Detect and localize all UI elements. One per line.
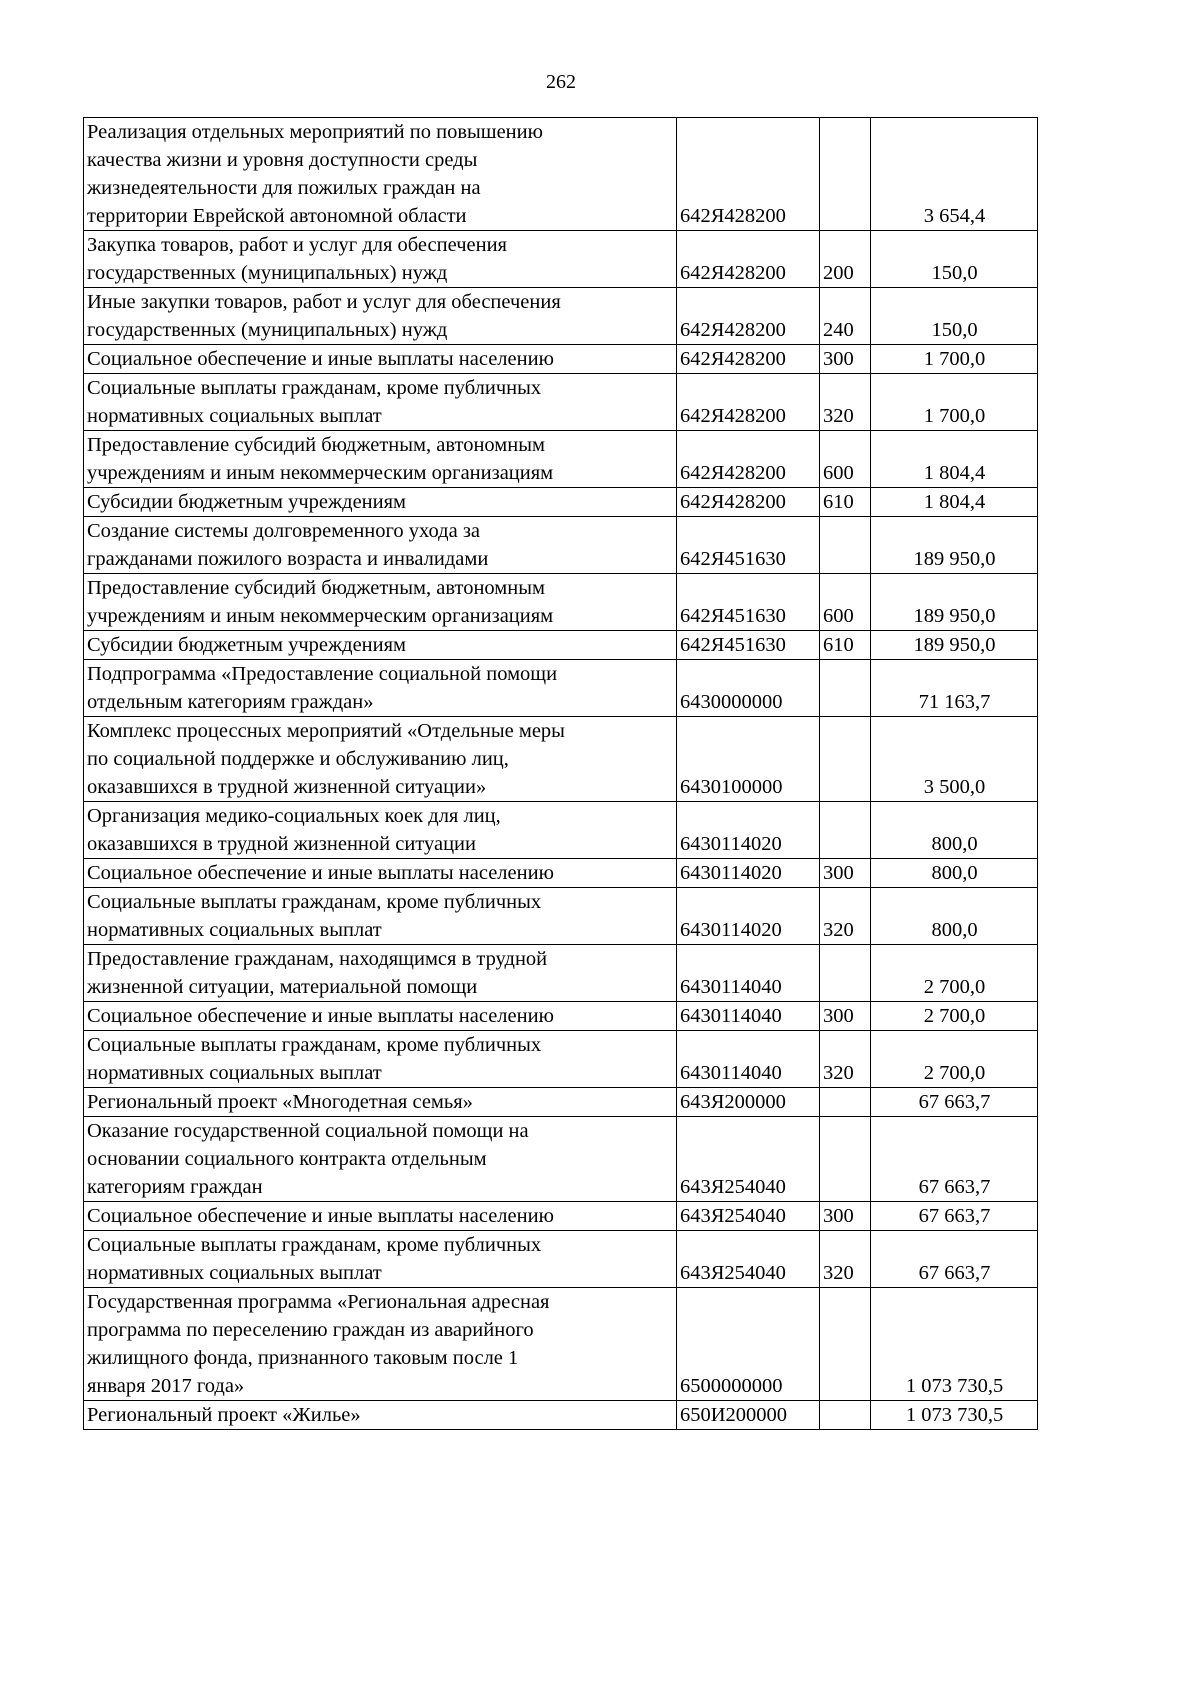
row-type-cell	[820, 1288, 871, 1401]
row-name-cell: Государственная программа «Региональная адресная программа по переселению граждан из аварийного жилищного фонда, признанного таковым после 1 января 2017 года»	[84, 1288, 677, 1401]
row-type-cell	[820, 517, 871, 574]
row-code-cell: 6500000000	[677, 1288, 820, 1401]
row-code-cell: 643Я254040	[677, 1202, 820, 1231]
row-amount-cell: 2 700,0	[871, 945, 1038, 1002]
row-type-cell	[820, 717, 871, 802]
row-code-cell: 642Я428200	[677, 488, 820, 517]
row-code-cell: 6430114020	[677, 888, 820, 945]
row-amount-cell: 67 663,7	[871, 1231, 1038, 1288]
row-name-cell: Социальное обеспечение и иные выплаты населению	[84, 859, 677, 888]
row-code-cell: 642Я451630	[677, 631, 820, 660]
row-name-cell: Региональный проект «Многодетная семья»	[84, 1088, 677, 1117]
row-name-cell: Социальное обеспечение и иные выплаты населению	[84, 1202, 677, 1231]
table-row	[84, 118, 1038, 231]
row-name-cell: Комплекс процессных мероприятий «Отдельные меры по социальной поддержке и обслуживанию лиц, оказавшихся в трудной жизненной ситуации»	[84, 717, 677, 802]
table-row	[84, 1401, 1038, 1430]
row-code-cell: 6430100000	[677, 717, 820, 802]
row-name-cell: Оказание государственной социальной помощи на основании социального контракта отдельным категориям граждан	[84, 1117, 677, 1202]
row-name-cell: Предоставление субсидий бюджетным, автономным учреждениям и иным некоммерческим организациям	[84, 431, 677, 488]
table-row	[84, 660, 1038, 717]
row-name-cell: Социальные выплаты гражданам, кроме публичных нормативных социальных выплат	[84, 888, 677, 945]
row-amount-cell: 67 663,7	[871, 1088, 1038, 1117]
table-row	[84, 517, 1038, 574]
row-type-cell	[820, 1088, 871, 1117]
row-type-cell: 320	[820, 374, 871, 431]
row-code-cell: 6430114040	[677, 945, 820, 1002]
row-name-cell: Подпрограмма «Предоставление социальной помощи отдельным категориям граждан»	[84, 660, 677, 717]
table-row	[84, 574, 1038, 631]
table-row	[84, 345, 1038, 374]
row-amount-cell: 189 950,0	[871, 574, 1038, 631]
row-name-cell: Социальные выплаты гражданам, кроме публичных нормативных социальных выплат	[84, 1231, 677, 1288]
row-code-cell: 642Я428200	[677, 431, 820, 488]
row-name-cell: Субсидии бюджетным учреждениям	[84, 631, 677, 660]
row-amount-cell: 1 073 730,5	[871, 1401, 1038, 1430]
budget-table-body	[84, 118, 1038, 1430]
row-code-cell: 643Я254040	[677, 1117, 820, 1202]
row-type-cell: 320	[820, 1231, 871, 1288]
row-amount-cell: 67 663,7	[871, 1117, 1038, 1202]
row-type-cell: 320	[820, 888, 871, 945]
row-type-cell	[820, 802, 871, 859]
row-name-cell: Иные закупки товаров, работ и услуг для обеспечения государственных (муниципальных) нужд	[84, 288, 677, 345]
row-amount-cell: 1 804,4	[871, 431, 1038, 488]
row-type-cell: 200	[820, 231, 871, 288]
table-row	[84, 231, 1038, 288]
row-code-cell: 642Я428200	[677, 345, 820, 374]
table-row	[84, 859, 1038, 888]
row-amount-cell: 150,0	[871, 288, 1038, 345]
row-name-cell: Региональный проект «Жилье»	[84, 1401, 677, 1430]
table-row	[84, 1231, 1038, 1288]
table-row	[84, 1031, 1038, 1088]
row-amount-cell: 1 700,0	[871, 374, 1038, 431]
table-row	[84, 374, 1038, 431]
table-row	[84, 1088, 1038, 1117]
row-name-cell: Организация медико-социальных коек для лиц, оказавшихся в трудной жизненной ситуации	[84, 802, 677, 859]
row-amount-cell: 800,0	[871, 859, 1038, 888]
table-row	[84, 945, 1038, 1002]
row-amount-cell: 1 804,4	[871, 488, 1038, 517]
table-row	[84, 888, 1038, 945]
row-type-cell	[820, 945, 871, 1002]
table-row	[84, 488, 1038, 517]
row-name-cell: Социальные выплаты гражданам, кроме публичных нормативных социальных выплат	[84, 1031, 677, 1088]
row-type-cell: 300	[820, 345, 871, 374]
row-amount-cell: 150,0	[871, 231, 1038, 288]
row-name-cell: Социальное обеспечение и иные выплаты населению	[84, 1002, 677, 1031]
row-amount-cell: 189 950,0	[871, 517, 1038, 574]
row-amount-cell: 2 700,0	[871, 1002, 1038, 1031]
row-type-cell: 600	[820, 431, 871, 488]
row-type-cell	[820, 1117, 871, 1202]
page-number: 262	[546, 71, 576, 93]
row-name-cell: Субсидии бюджетным учреждениям	[84, 488, 677, 517]
row-code-cell: 642Я451630	[677, 517, 820, 574]
row-type-cell: 610	[820, 631, 871, 660]
row-amount-cell: 67 663,7	[871, 1202, 1038, 1231]
row-type-cell: 610	[820, 488, 871, 517]
row-code-cell: 6430114040	[677, 1002, 820, 1031]
row-code-cell: 642Я428200	[677, 118, 820, 231]
row-type-cell: 320	[820, 1031, 871, 1088]
row-name-cell: Предоставление субсидий бюджетным, автономным учреждениям и иным некоммерческим организациям	[84, 574, 677, 631]
row-type-cell: 600	[820, 574, 871, 631]
row-name-cell: Реализация отдельных мероприятий по повышению качества жизни и уровня доступности среды жизнедеятельности для пожилых граждан на территории Еврейской автономной области	[84, 118, 677, 231]
row-name-cell: Социальные выплаты гражданам, кроме публичных нормативных социальных выплат	[84, 374, 677, 431]
table-row	[84, 1117, 1038, 1202]
row-code-cell: 6430114020	[677, 859, 820, 888]
row-type-cell: 300	[820, 1202, 871, 1231]
table-row	[84, 288, 1038, 345]
row-code-cell: 642Я428200	[677, 288, 820, 345]
row-type-cell: 240	[820, 288, 871, 345]
row-amount-cell: 189 950,0	[871, 631, 1038, 660]
row-amount-cell: 71 163,7	[871, 660, 1038, 717]
row-type-cell: 300	[820, 859, 871, 888]
table-row	[84, 1288, 1038, 1401]
row-name-cell: Создание системы долговременного ухода за гражданами пожилого возраста и инвалидами	[84, 517, 677, 574]
row-type-cell: 300	[820, 1002, 871, 1031]
row-code-cell: 650И200000	[677, 1401, 820, 1430]
row-amount-cell: 1 700,0	[871, 345, 1038, 374]
row-code-cell: 6430000000	[677, 660, 820, 717]
row-amount-cell: 3 500,0	[871, 717, 1038, 802]
table-row	[84, 1002, 1038, 1031]
row-amount-cell: 2 700,0	[871, 1031, 1038, 1088]
row-amount-cell: 3 654,4	[871, 118, 1038, 231]
table-row	[84, 717, 1038, 802]
row-name-cell: Предоставление гражданам, находящимся в трудной жизненной ситуации, материальной помощи	[84, 945, 677, 1002]
row-type-cell	[820, 1401, 871, 1430]
row-amount-cell: 800,0	[871, 802, 1038, 859]
row-type-cell	[820, 118, 871, 231]
table-row	[84, 802, 1038, 859]
row-code-cell: 643Я200000	[677, 1088, 820, 1117]
row-name-cell: Закупка товаров, работ и услуг для обеспечения государственных (муниципальных) нужд	[84, 231, 677, 288]
table-row	[84, 1202, 1038, 1231]
row-code-cell: 6430114020	[677, 802, 820, 859]
row-type-cell	[820, 660, 871, 717]
row-code-cell: 6430114040	[677, 1031, 820, 1088]
table-row	[84, 431, 1038, 488]
row-code-cell: 642Я451630	[677, 574, 820, 631]
budget-table	[83, 117, 1038, 1430]
row-code-cell: 642Я428200	[677, 231, 820, 288]
row-amount-cell: 1 073 730,5	[871, 1288, 1038, 1401]
row-name-cell: Социальное обеспечение и иные выплаты населению	[84, 345, 677, 374]
row-code-cell: 642Я428200	[677, 374, 820, 431]
row-code-cell: 643Я254040	[677, 1231, 820, 1288]
row-amount-cell: 800,0	[871, 888, 1038, 945]
table-row	[84, 631, 1038, 660]
